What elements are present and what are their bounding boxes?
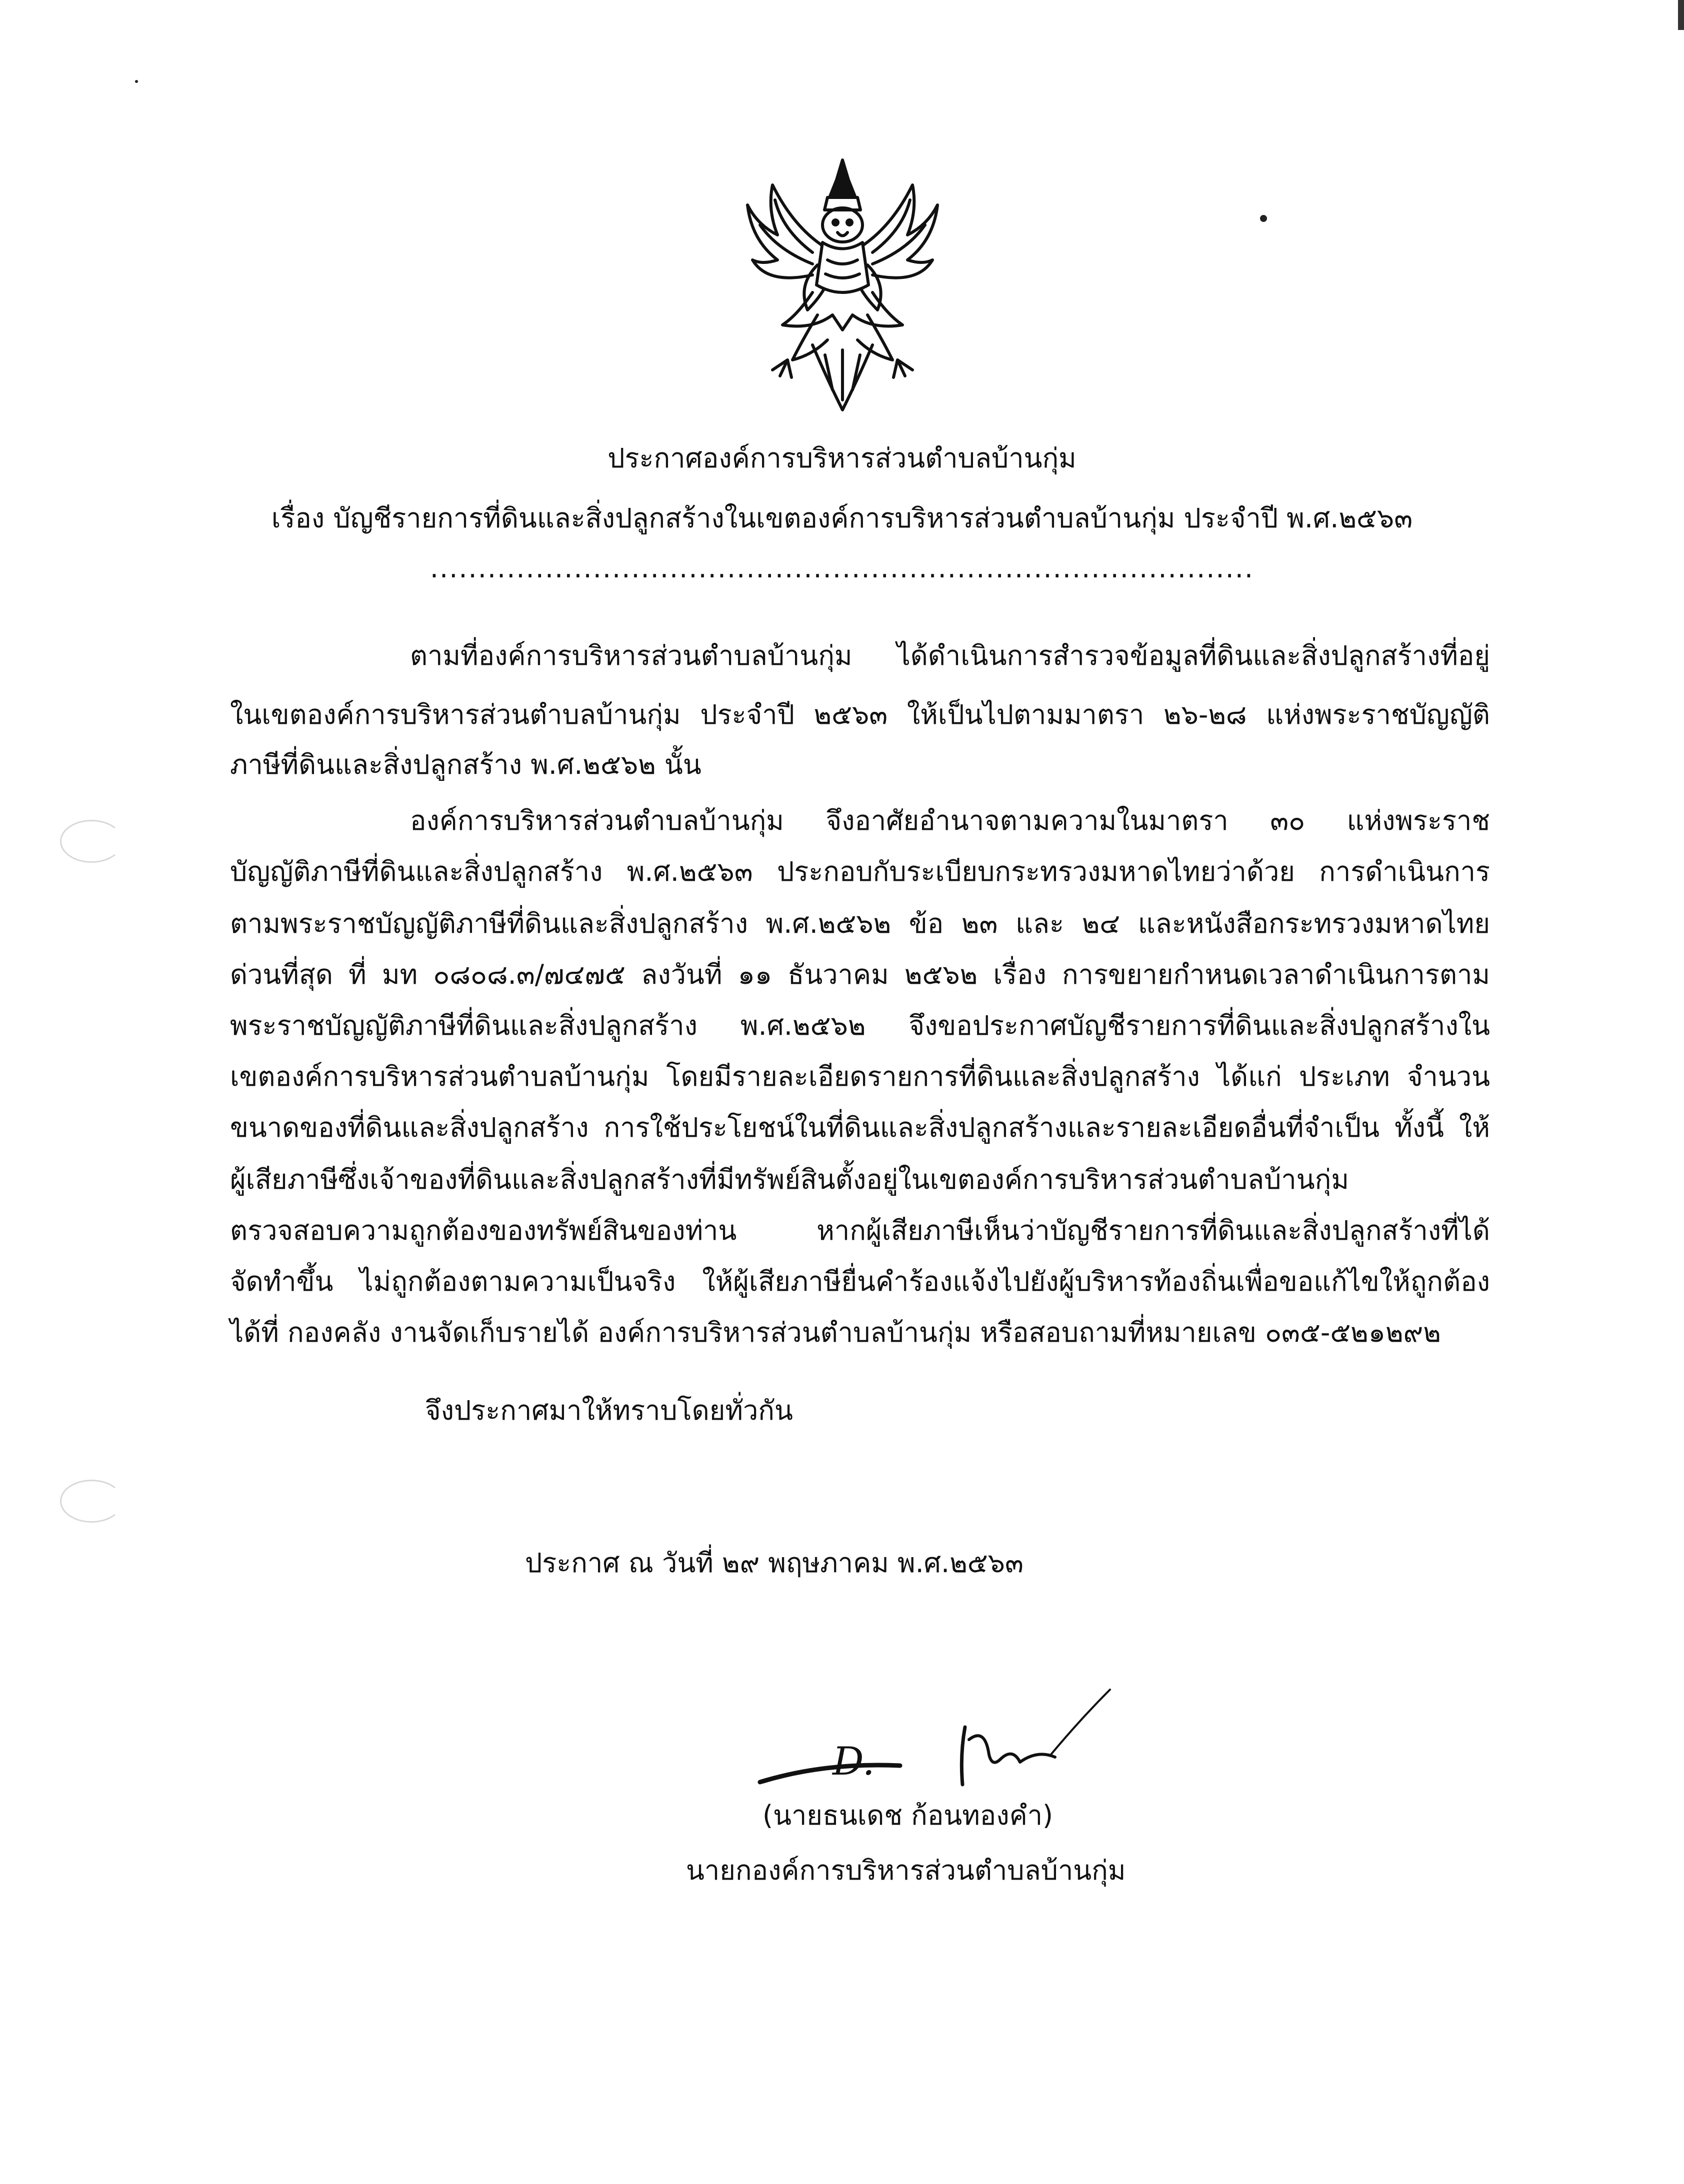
- announcement-date: ประกาศ ณ วันที่ ๒๙ พฤษภาคม พ.ศ.๒๕๖๓: [525, 1547, 1024, 1579]
- paragraph2-line-8: ผู้เสียภาษีซึ่งเจ้าของที่ดินและสิ่งปลูกสร้างที่มีทรัพย์สินตั้งอยู่ในเขตองค์การบริหารส่วนตำบลบ้านกุ่ม: [230, 1164, 1349, 1195]
- paragraph2-line-2: บัญญัติภาษีที่ดินและสิ่งปลูกสร้าง พ.ศ.๒๕๖๓ ประกอบกับระเบียบกระทรวงมหาดไทยว่าด้วย การดำเนินการ: [230, 856, 1490, 887]
- paragraph2-line-6: เขตองค์การบริหารส่วนตำบลบ้านกุ่ม โดยมีรายละเอียดรายการที่ดินและสิ่งปลูกสร้าง ได้แก่ ประเภท จำนวน: [230, 1061, 1490, 1092]
- scan-speck: [135, 80, 138, 83]
- paragraph2-line-1: องค์การบริหารส่วนตำบลบ้านกุ่ม จึงอาศัยอำนาจตามความในมาตรา ๓๐ แห่งพระราช: [410, 805, 1490, 836]
- closing-statement: จึงประกาศมาให้ทราบโดยทั่วกัน: [425, 1395, 793, 1426]
- paragraph2-line-4: ด่วนที่สุด ที่ มท ๐๘๐๘.๓/๗๔๗๕ ลงวันที่ ๑๑ ธันวาคม ๒๕๖๒ เรื่อง การขยายกำหนดเวลาดำเนินการตาม: [230, 959, 1490, 990]
- announcement-subject: เรื่อง บัญชีรายการที่ดินและสิ่งปลูกสร้างในเขตองค์การบริหารส่วนตำบลบ้านกุ่ม ประจำปี พ.ศ.๒๕๖๓: [271, 502, 1413, 534]
- paragraph2-line-9: ตรวจสอบความถูกต้องของทรัพย์สินของท่าน หากผู้เสียภาษีเห็นว่าบัญชีรายการที่ดินและสิ่งปลูกสร้างที่ได้: [230, 1215, 1490, 1246]
- paragraph2-line-11: ได้ที่ กองคลัง งานจัดเก็บรายได้ องค์การบริหารส่วนตำบลบ้านกุ่ม หรือสอบถามที่หมายเลข ๐๓๕-๕๒๑๒๙๒: [230, 1317, 1441, 1348]
- scan-speck: [1260, 215, 1267, 222]
- signer-name: (นายธนเดช ก้อนทองคำ): [762, 1800, 1054, 1831]
- signer-position: นายกองค์การบริหารส่วนตำบลบ้านกุ่ม: [686, 1855, 1126, 1886]
- paragraph1-line-2: ในเขตองค์การบริหารส่วนตำบลบ้านกุ่ม ประจำปี ๒๕๖๓ ให้เป็นไปตามมาตรา ๒๖-๒๘ แห่งพระราชบัญญัติ: [230, 699, 1490, 730]
- paragraph1-line-3: ภาษีที่ดินและสิ่งปลูกสร้าง พ.ศ.๒๕๖๒ นั้น: [230, 749, 702, 780]
- paragraph2-line-5: พระราชบัญญัติภาษีที่ดินและสิ่งปลูกสร้าง พ.ศ.๒๕๖๒ จึงขอประกาศบัญชีรายการที่ดินและสิ่งปลูกสร้างใน: [230, 1010, 1490, 1041]
- garuda-emblem-icon: [738, 150, 948, 420]
- punch-hole-mark: [60, 1480, 123, 1523]
- paragraph2-line-10: จัดทำขึ้น ไม่ถูกต้องตามความเป็นจริง ให้ผู้เสียภาษียื่นคำร้องแจ้งไปยังผู้บริหารท้องถิ่นเพื่อขอแก้ไขให้ถูกต้อง: [230, 1266, 1490, 1297]
- handwritten-signature: [750, 1680, 1120, 1795]
- scan-edge-mark: [1678, 0, 1684, 30]
- header-separator: ......................................................................................: [430, 552, 1254, 584]
- paragraph2-line-3: ตามพระราชบัญญัติภาษีที่ดินและสิ่งปลูกสร้าง พ.ศ.๒๕๖๒ ข้อ ๒๓ และ ๒๔ และหนังสือกระทรวงมหาดไทย: [230, 908, 1490, 939]
- announcement-title: ประกาศองค์การบริหารส่วนตำบลบ้านกุ่ม: [608, 442, 1076, 474]
- signature-mark: D.: [832, 1739, 875, 1784]
- punch-hole-mark: [60, 820, 123, 863]
- paragraph2-line-7: ขนาดของที่ดินและสิ่งปลูกสร้าง การใช้ประโยชน์ในที่ดินและสิ่งปลูกสร้างและรายละเอียดอื่นที่จำเป็น ทั้งนี้ ให้: [230, 1112, 1490, 1143]
- paragraph1-line-1: ตามที่องค์การบริหารส่วนตำบลบ้านกุ่ม ได้ดำเนินการสำรวจข้อมูลที่ดินและสิ่งปลูกสร้างที่อยู่: [410, 640, 1490, 671]
